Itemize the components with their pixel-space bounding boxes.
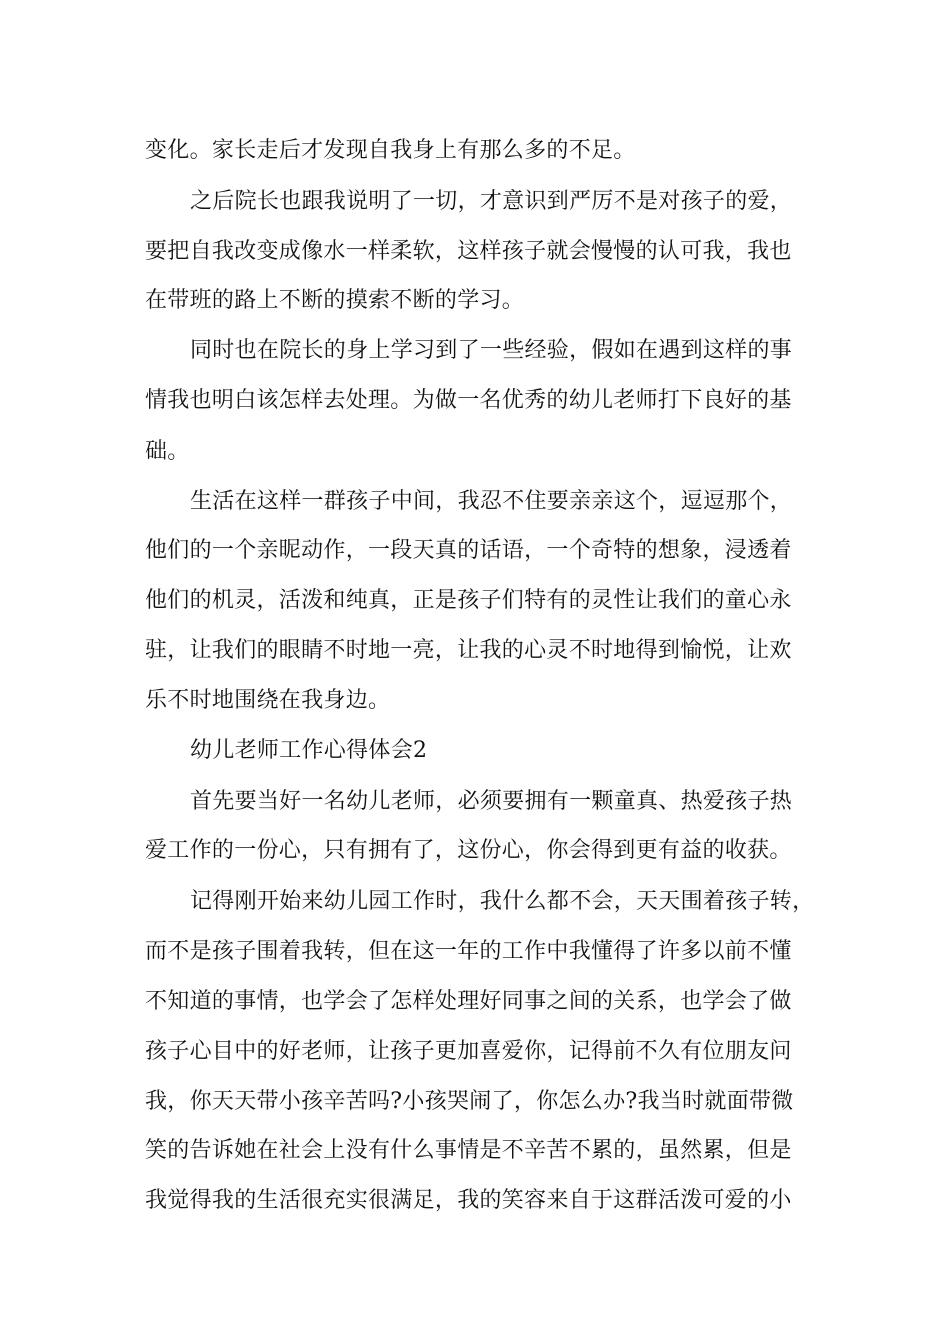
text-line: 础。	[145, 439, 190, 464]
text-line: 他们的机灵，活泼和纯真，正是孩子们特有的灵性让我们的童心永	[145, 588, 792, 613]
text-line: 记得刚开始来幼儿园工作时，我什么都不会，天天围着孩子转，	[190, 889, 815, 914]
text-line: 不知道的事情，也学会了怎样处理好同事之间的关系，也学会了做	[145, 989, 792, 1014]
text-line: 之后院长也跟我说明了一切，才意识到严厉不是对孩子的爱，	[190, 189, 793, 214]
text-line: 在带班的路上不断的摸索不断的学习。	[145, 288, 525, 313]
text-line: 首先要当好一名幼儿老师，必须要拥有一颗童真、热爱孩子热	[190, 789, 793, 814]
text-line: 驻，让我们的眼睛不时地一亮，让我的心灵不时地得到愉悦，让欢	[145, 638, 792, 663]
text-line: 我，你天天带小孩辛苦吗?小孩哭闹了，你怎么办?我当时就面带微	[145, 1089, 794, 1114]
text-line: 乐不时地围绕在我身边。	[145, 688, 391, 713]
text-line: 生活在这样一群孩子中间，我忍不住要亲亲这个，逗逗那个，	[190, 489, 793, 514]
text-line: 笑的告诉她在社会上没有什么事情是不辛苦不累的，虽然累，但是	[145, 1138, 792, 1163]
text-line: 他们的一个亲昵动作，一段天真的话语，一个奇特的想象，浸透着	[145, 538, 792, 563]
text-line: 我觉得我的生活很充实很满足，我的笑容来自于这群活泼可爱的小	[145, 1188, 792, 1213]
text-line: 同时也在院长的身上学习到了一些经验，假如在遇到这样的事	[190, 338, 793, 363]
section-heading: 幼儿老师工作心得体会2	[190, 738, 428, 763]
text-line: 变化。家长走后才发现自我身上有那么多的不足。	[145, 138, 636, 163]
text-line: 孩子心目中的好老师，让孩子更加喜爱你，记得前不久有位朋友问	[145, 1039, 792, 1064]
text-line: 要把自我改变成像水一样柔软，这样孩子就会慢慢的认可我，我也	[145, 239, 792, 264]
text-line: 情我也明白该怎样去处理。为做一名优秀的幼儿老师打下良好的基	[145, 388, 792, 413]
text-line: 而不是孩子围着我转，但在这一年的工作中我懂得了许多以前不懂	[145, 939, 792, 964]
text-line: 爱工作的一份心，只有拥有了，这份心，你会得到更有益的收获。	[145, 838, 792, 863]
